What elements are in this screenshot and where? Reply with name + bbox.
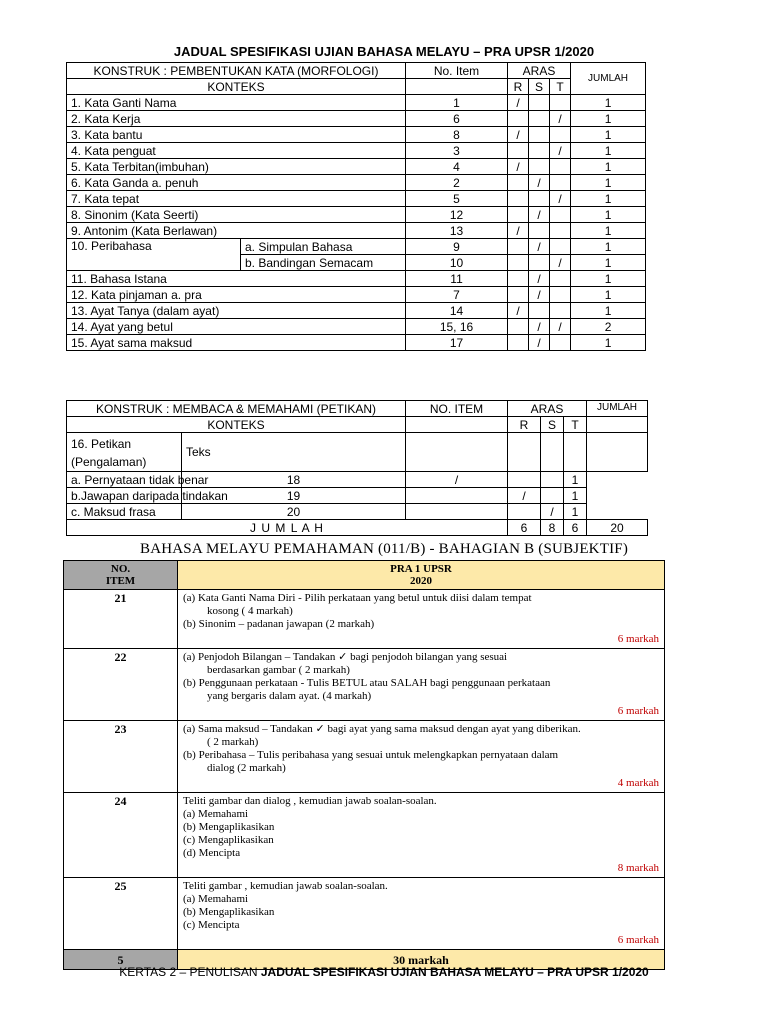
aras-s bbox=[529, 111, 550, 127]
table-row bbox=[67, 159, 646, 175]
aras-r bbox=[508, 255, 529, 271]
item-number: 14 bbox=[406, 303, 508, 319]
desc-line: (a) Sama maksud – Tandakan ✓ bagi ayat yang sama maksud dengan ayat yang diberikan. bbox=[183, 723, 581, 735]
aras-s bbox=[529, 223, 550, 239]
aras-t bbox=[550, 127, 571, 143]
header-aras: ARAS bbox=[508, 401, 587, 417]
jumlah: 1 bbox=[571, 287, 646, 303]
table-row bbox=[67, 207, 646, 223]
aras-r bbox=[508, 287, 529, 303]
aras-r bbox=[508, 319, 529, 335]
header-jumlah: JUMLAH bbox=[587, 401, 648, 417]
aras-s: / bbox=[508, 488, 541, 504]
header-item: NO. ITEM bbox=[406, 401, 508, 417]
jumlah: 1 bbox=[564, 504, 587, 520]
mark-label: 6 markah bbox=[617, 633, 659, 645]
table-row bbox=[67, 223, 646, 239]
aras-t bbox=[550, 335, 571, 351]
desc-line: Teliti gambar , kemudian jawab soalan-soalan. bbox=[183, 880, 388, 892]
konteks-label: 9. Antonim (Kata Berlawan) bbox=[67, 223, 406, 239]
petikan-line: 16. Petikan bbox=[71, 437, 132, 451]
item-number: 17 bbox=[406, 335, 508, 351]
item-number: 4 bbox=[406, 159, 508, 175]
aras-s bbox=[529, 127, 550, 143]
jumlah: 1 bbox=[571, 111, 646, 127]
mark-label: 6 markah bbox=[617, 705, 659, 717]
header-line: ITEM bbox=[105, 575, 136, 587]
jumlah: 2 bbox=[571, 319, 646, 335]
item-number: 24 bbox=[64, 793, 178, 878]
desc-line: (a) Memahami bbox=[183, 808, 249, 820]
mark-label: 8 markah bbox=[617, 862, 659, 874]
header-jumlah: JUMLAH bbox=[571, 63, 646, 95]
aras-t bbox=[550, 207, 571, 223]
desc-line: (a) Memahami bbox=[183, 893, 249, 905]
aras-s bbox=[529, 255, 550, 271]
konteks-label: 11. Bahasa Istana bbox=[67, 271, 406, 287]
desc-line: (b) Mengaplikasikan bbox=[183, 821, 275, 833]
aras-s: / bbox=[529, 335, 550, 351]
aras-t bbox=[550, 303, 571, 319]
aras-r bbox=[508, 111, 529, 127]
aras-t: / bbox=[550, 255, 571, 271]
aras-t bbox=[541, 488, 564, 504]
konteks-label: 4. Kata penguat bbox=[67, 143, 406, 159]
konteks-label: 3. Kata bantu bbox=[67, 127, 406, 143]
aras-s bbox=[529, 143, 550, 159]
aras-t: / bbox=[550, 319, 571, 335]
desc-line: (d) Mencipta bbox=[183, 847, 241, 859]
header-t: T bbox=[550, 79, 571, 95]
desc-line: (b) Sinonim – padanan jawapan (2 markah) bbox=[183, 618, 375, 630]
peribahasa-label: 10. Peribahasa bbox=[67, 239, 241, 271]
subitem-label: c. Maksud frasa bbox=[67, 504, 182, 520]
aras-r bbox=[508, 207, 529, 223]
table-row bbox=[67, 287, 646, 303]
item-number: 11 bbox=[406, 271, 508, 287]
mark-label: 6 markah bbox=[617, 934, 659, 946]
item-number: 19 bbox=[182, 488, 406, 504]
table-row bbox=[67, 127, 646, 143]
aras-s bbox=[508, 472, 541, 488]
desc-line: (c) Mencipta bbox=[183, 919, 240, 931]
konteks-label: 12. Kata pinjaman a. pra bbox=[67, 287, 406, 303]
jumlah: 1 bbox=[571, 127, 646, 143]
aras-r bbox=[406, 488, 508, 504]
blank-cell bbox=[406, 433, 508, 472]
desc-line: (b) Mengaplikasikan bbox=[183, 906, 275, 918]
item-number: 5 bbox=[406, 191, 508, 207]
aras-s: / bbox=[529, 319, 550, 335]
desc-line: yang bergaris dalam ayat. (4 markah) bbox=[207, 690, 372, 702]
jumlah: 1 bbox=[571, 191, 646, 207]
header-aras: ARAS bbox=[508, 63, 571, 79]
table-row bbox=[67, 95, 646, 111]
table-row bbox=[67, 111, 646, 127]
jumlah: 1 bbox=[571, 303, 646, 319]
aras-r: / bbox=[508, 303, 529, 319]
aras-s: / bbox=[529, 207, 550, 223]
total-items: 5 bbox=[64, 950, 178, 970]
header-konteks: KONTEKS bbox=[67, 79, 406, 95]
aras-r: / bbox=[508, 159, 529, 175]
konteks-label: 13. Ayat Tanya (dalam ayat) bbox=[67, 303, 406, 319]
aras-r: / bbox=[508, 127, 529, 143]
jumlah: 1 bbox=[571, 239, 646, 255]
peribahasa-b: b. Bandingan Semacam bbox=[241, 255, 406, 271]
konteks-label: 8. Sinonim (Kata Seerti) bbox=[67, 207, 406, 223]
aras-t bbox=[550, 239, 571, 255]
aras-r bbox=[508, 191, 529, 207]
aras-t bbox=[550, 287, 571, 303]
jumlah: 1 bbox=[571, 159, 646, 175]
jumlah: 1 bbox=[571, 271, 646, 287]
item-number: 12 bbox=[406, 207, 508, 223]
aras-s: / bbox=[529, 239, 550, 255]
jumlah-r: 6 bbox=[508, 520, 541, 536]
aras-t: / bbox=[550, 191, 571, 207]
jumlah: 1 bbox=[571, 223, 646, 239]
aras-r bbox=[508, 175, 529, 191]
aras-s bbox=[529, 191, 550, 207]
item-number: 6 bbox=[406, 111, 508, 127]
jumlah: 1 bbox=[571, 143, 646, 159]
jumlah-s: 8 bbox=[541, 520, 564, 536]
header-s: S bbox=[541, 417, 564, 433]
teks-label: Teks bbox=[182, 433, 406, 472]
page-footer bbox=[0, 965, 768, 979]
desc-line: (a) Penjodoh Bilangan – Tandakan ✓ bagi penjodoh bilangan yang sesuai bbox=[183, 651, 508, 663]
konteks-label: 14. Ayat yang betul bbox=[67, 319, 406, 335]
item-24-description bbox=[178, 793, 665, 878]
aras-r: / bbox=[508, 95, 529, 111]
aras-t: / bbox=[541, 504, 564, 520]
item-number: 20 bbox=[182, 504, 406, 520]
aras-s: / bbox=[529, 287, 550, 303]
jumlah-label: J U M L A H bbox=[67, 520, 508, 536]
item-number: 8 bbox=[406, 127, 508, 143]
desc-line: (b) Penggunaan perkataan - Tulis BETUL atau SALAH bagi penggunaan perkataan bbox=[183, 677, 551, 689]
table-row bbox=[67, 143, 646, 159]
table-row bbox=[67, 335, 646, 351]
section-title: BAHASA MELAYU PEMAHAMAN (011/B) - BAHAGIAN B (SUBJEKTIF) bbox=[139, 541, 629, 557]
desc-line: dialog (2 markah) bbox=[207, 762, 286, 774]
item-number: 15, 16 bbox=[406, 319, 508, 335]
table-row bbox=[67, 303, 646, 319]
blank-cell bbox=[508, 433, 541, 472]
jumlah: 1 bbox=[564, 472, 587, 488]
item-number: 2 bbox=[406, 175, 508, 191]
header-blank bbox=[406, 79, 508, 95]
aras-s bbox=[508, 504, 541, 520]
aras-s: / bbox=[529, 175, 550, 191]
desc-line: Teliti gambar dan dialog , kemudian jawab soalan-soalan. bbox=[183, 795, 437, 807]
header-s: S bbox=[529, 79, 550, 95]
jumlah: 1 bbox=[571, 207, 646, 223]
item-number: 21 bbox=[64, 590, 178, 649]
aras-t bbox=[541, 472, 564, 488]
item-22-description bbox=[178, 649, 665, 721]
item-number: 10 bbox=[406, 255, 508, 271]
desc-line: (b) Peribahasa – Tulis peribahasa yang sesuai untuk melengkapkan pernyataan dalam bbox=[183, 749, 559, 761]
peribahasa-a: a. Simpulan Bahasa bbox=[241, 239, 406, 255]
header-t: T bbox=[564, 417, 587, 433]
header-pra-upsr bbox=[178, 561, 665, 590]
header-blank bbox=[406, 417, 508, 433]
aras-r bbox=[406, 504, 508, 520]
table-row bbox=[67, 175, 646, 191]
header-line: 2020 bbox=[410, 575, 432, 587]
item-21-description bbox=[178, 590, 665, 649]
item-number: 18 bbox=[182, 472, 406, 488]
aras-t bbox=[550, 223, 571, 239]
item-23-description bbox=[178, 721, 665, 793]
table-row bbox=[67, 319, 646, 335]
table-row bbox=[67, 472, 648, 488]
aras-t bbox=[550, 95, 571, 111]
jumlah: 1 bbox=[564, 488, 587, 504]
item-number: 25 bbox=[64, 878, 178, 950]
item-number: 22 bbox=[64, 649, 178, 721]
header-blank bbox=[587, 417, 648, 433]
desc-line: ( 2 markah) bbox=[207, 736, 259, 748]
desc-line: kosong ( 4 markah) bbox=[207, 605, 293, 617]
header-konstruk: KONSTRUK : MEMBACA & MEMAHAMI (PETIKAN) bbox=[67, 401, 406, 417]
jumlah: 1 bbox=[571, 255, 646, 271]
header-no-item bbox=[64, 561, 178, 590]
header-r: R bbox=[508, 417, 541, 433]
jumlah: 1 bbox=[571, 335, 646, 351]
aras-r bbox=[508, 239, 529, 255]
konteks-label: 7. Kata tepat bbox=[67, 191, 406, 207]
blank-cell bbox=[541, 433, 564, 472]
page-title: JADUAL SPESIFIKASI UJIAN BAHASA MELAYU – PRA UPSR 1/2020 bbox=[173, 44, 595, 59]
subitem-label: a. Pernyataan tidak benar bbox=[67, 472, 182, 488]
aras-r bbox=[508, 143, 529, 159]
desc-line: (a) Kata Ganti Nama Diri - Pilih perkataan yang betul untuk diisi dalam tempat bbox=[183, 592, 532, 604]
subitem-label: b.Jawapan daripada tindakan bbox=[67, 488, 182, 504]
desc-line: (c) Mengaplikasikan bbox=[183, 834, 274, 846]
aras-t bbox=[550, 175, 571, 191]
item-25-description bbox=[178, 878, 665, 950]
konteks-label: 1. Kata Ganti Nama bbox=[67, 95, 406, 111]
header-konteks: KONTEKS bbox=[67, 417, 406, 433]
table-row bbox=[67, 271, 646, 287]
total-mark: 30 markah bbox=[178, 950, 665, 970]
header-item: No. Item bbox=[406, 63, 508, 79]
header-r: R bbox=[508, 79, 529, 95]
jumlah: 1 bbox=[571, 95, 646, 111]
mark-label: 4 markah bbox=[617, 777, 659, 789]
blank-cell bbox=[564, 433, 587, 472]
konteks-label: 2. Kata Kerja bbox=[67, 111, 406, 127]
table-row bbox=[67, 488, 648, 504]
morfologi-table bbox=[66, 62, 646, 351]
subjektif-table bbox=[63, 560, 665, 970]
petikan-line: (Pengalaman) bbox=[71, 455, 147, 469]
item-number: 13 bbox=[406, 223, 508, 239]
aras-r: / bbox=[508, 223, 529, 239]
header-konstruk: KONSTRUK : PEMBENTUKAN KATA (MORFOLOGI) bbox=[67, 63, 406, 79]
header-line: NO. bbox=[110, 563, 131, 575]
aras-r bbox=[508, 335, 529, 351]
item-number: 3 bbox=[406, 143, 508, 159]
item-number: 7 bbox=[406, 287, 508, 303]
petikan-label bbox=[67, 433, 182, 472]
aras-t bbox=[550, 159, 571, 175]
footer-prefix: KERTAS 2 – PENULISAN bbox=[119, 965, 261, 979]
petikan-table bbox=[66, 400, 648, 536]
konteks-label: 15. Ayat sama maksud bbox=[67, 335, 406, 351]
jumlah: 1 bbox=[571, 175, 646, 191]
table-row bbox=[67, 191, 646, 207]
jumlah-t: 6 bbox=[564, 520, 587, 536]
blank-cell bbox=[587, 433, 648, 472]
item-number: 1 bbox=[406, 95, 508, 111]
item-number: 23 bbox=[64, 721, 178, 793]
aras-s: / bbox=[529, 271, 550, 287]
aras-s bbox=[529, 303, 550, 319]
konteks-label: 6. Kata Ganda a. penuh bbox=[67, 175, 406, 191]
aras-s bbox=[529, 95, 550, 111]
aras-r bbox=[508, 271, 529, 287]
footer-title: JADUAL SPESIFIKASI UJIAN BAHASA MELAYU – PRA UPSR 1/2020 bbox=[260, 965, 649, 979]
aras-t: / bbox=[550, 143, 571, 159]
aras-s bbox=[529, 159, 550, 175]
desc-line: berdasarkan gambar ( 2 markah) bbox=[207, 664, 350, 676]
header-line: PRA 1 UPSR bbox=[390, 563, 452, 575]
jumlah-total: 20 bbox=[587, 520, 648, 536]
aras-t bbox=[550, 271, 571, 287]
table-row bbox=[67, 504, 648, 520]
item-number: 9 bbox=[406, 239, 508, 255]
aras-r: / bbox=[406, 472, 508, 488]
konteks-label: 5. Kata Terbitan(imbuhan) bbox=[67, 159, 406, 175]
aras-t: / bbox=[550, 111, 571, 127]
